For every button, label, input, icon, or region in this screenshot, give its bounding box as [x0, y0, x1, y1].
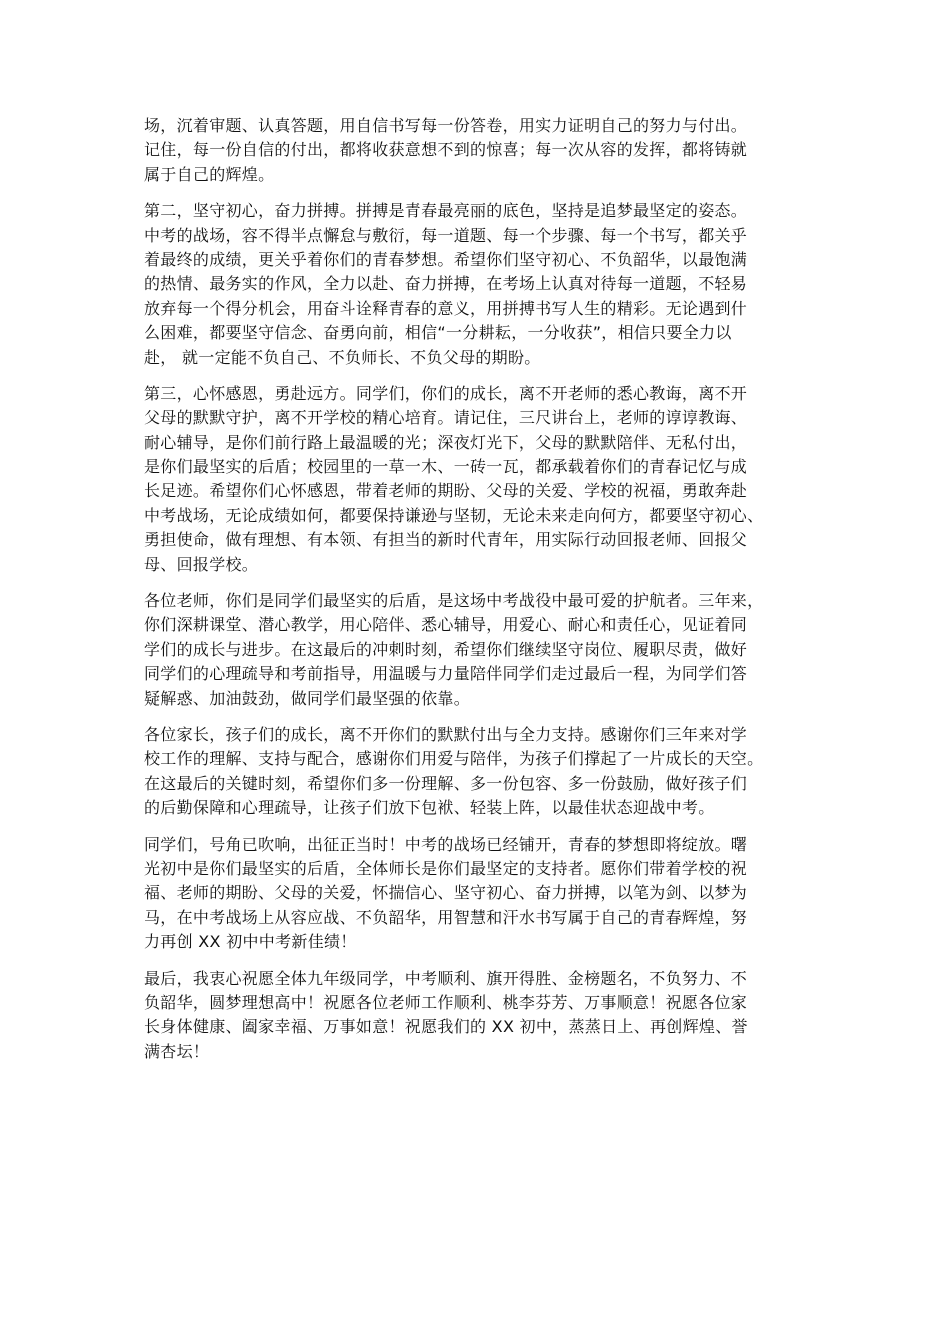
text-line: 长身体健康、阖家幸福、万事如意！祝愿我们的 XX 初中，蒸蒸日上、再创辉煌、誉 [144, 1017, 748, 1037]
text-line: 着最终的成绩，更关乎着你们的青春梦想。希望你们坚守初心、不负韶华，以最饱满 [144, 249, 748, 269]
body-text [144, 114, 820, 1076]
text-line: 你们深耕课堂、潜心教学，用心陪伴、悉心辅导，用爱心、耐心和责任心，见证着同 [144, 615, 748, 635]
paragraph-4 [144, 589, 820, 711]
text-line: 记住，每一份自信的付出，都将收获意想不到的惊喜；每一次从容的发挥，都将铸就 [144, 140, 748, 160]
text-line: 福、老师的期盼、父母的关爱，怀揣信心、坚守初心、奋力拼搏，以笔为剑、以梦为 [144, 883, 748, 903]
paragraph-5 [144, 723, 820, 821]
text-line: 同学们，号角已吹响，出征正当时！中考的战场已经铺开，青春的梦想即将绽放。曙 [144, 834, 748, 854]
text-line: 放弃每一个得分机会，用奋斗诠释青春的意义，用拼搏书写人生的精彩。无论遇到什 [144, 298, 748, 318]
text-line: 第三，心怀感恩，勇赴远方。同学们，你们的成长，离不开老师的悉心教诲，离不开 [144, 383, 748, 403]
text-line: 负韶华，圆梦理想高中！祝愿各位老师工作顺利、桃李芬芳、万事顺意！祝愿各位家 [144, 992, 748, 1012]
paragraph-6 [144, 833, 820, 955]
paragraph-7 [144, 967, 820, 1065]
paragraph-3 [144, 382, 820, 577]
text-line: 母、回报学校。 [144, 554, 259, 574]
text-line: 的热情、最务实的作风，全力以赴、奋力拼搏，在考场上认真对待每一道题，不轻易 [144, 274, 748, 294]
text-line: 勇担使命，做有理想、有本领、有担当的新时代青年，用实际行动回报老师、回报父 [144, 530, 748, 550]
text-line: 同学们的心理疏导和考前指导，用温暖与力量陪伴同学们走过最后一程，为同学们答 [144, 664, 748, 684]
text-line: 最后，我衷心祝愿全体九年级同学，中考顺利、旗开得胜、金榜题名，不负努力、不 [144, 968, 748, 988]
text-line: 马，在中考战场上从容应战、不负韶华，用智慧和汗水书写属于自己的青春辉煌，努 [144, 907, 748, 927]
text-line: 各位老师，你们是同学们最坚实的后盾，是这场中考战役中最可爱的护航者。三年来， [144, 591, 764, 611]
text-line: 么困难，都要坚守信念、奋勇向前，相信“一分耕耘，一分收获”，相信只要全力以 [144, 323, 732, 343]
text-line: 光初中是你们最坚实的后盾，全体师长是你们最坚定的支持者。愿你们带着学校的祝 [144, 858, 748, 878]
text-line: 力再创 XX 初中中考新佳绩！ [144, 932, 357, 952]
text-line: 中考战场，无论成绩如何，都要保持谦逊与坚韧，无论未来走向何方，都要坚守初心、 [144, 505, 764, 525]
text-line: 父母的默默守护，离不开学校的精心培育。请记住，三尺讲台上，老师的谆谆教诲、 [144, 408, 748, 428]
text-line: 满杏坛！ [144, 1041, 210, 1061]
text-line: 长足迹。希望你们心怀感恩，带着老师的期盼、父母的关爱、学校的祝福，勇敢奔赴 [144, 481, 748, 501]
text-line: 中考的战场，容不得半点懈怠与敷衍，每一道题、每一个步骤、每一个书写，都关乎 [144, 225, 748, 245]
text-line: 耐心辅导，是你们前行路上最温暖的光；深夜灯光下，父母的默默陪伴、无私付出， [144, 432, 748, 452]
paragraph-1 [144, 114, 820, 187]
text-line: 校工作的理解、支持与配合，感谢你们用爱与陪伴，为孩子们撑起了一片成长的天空。 [144, 749, 764, 769]
text-line: 第二，坚守初心，奋力拼搏。拼搏是青春最亮丽的底色，坚持是追梦最坚定的姿态。 [144, 201, 748, 221]
text-line: 各位家长，孩子们的成长，离不开你们的默默付出与全力支持。感谢你们三年来对学 [144, 724, 748, 744]
text-line: 赴， 就一定能不负自己、不负师长、不负父母的期盼。 [144, 347, 541, 367]
text-line: 学们的成长与进步。在这最后的冲刺时刻，希望你们继续坚守岗位、履职尽责，做好 [144, 639, 748, 659]
text-line: 在这最后的关键时刻，希望你们多一份理解、多一份包容、多一份鼓励，做好孩子们 [144, 773, 748, 793]
text-line: 是你们最坚实的后盾；校园里的一草一木、一砖一瓦，都承载着你们的青春记忆与成 [144, 457, 748, 477]
paragraph-2 [144, 199, 820, 370]
text-line: 疑解惑、加油鼓劲，做同学们最坚强的依靠。 [144, 688, 471, 708]
text-line: 的后勤保障和心理疏导，让孩子们放下包袱、轻装上阵，以最佳状态迎战中考。 [144, 798, 715, 818]
text-line: 属于自己的辉煌。 [144, 164, 275, 184]
text-line: 场，沉着审题、认真答题，用自信书写每一份答卷，用实力证明自己的努力与付出。 [144, 116, 748, 135]
